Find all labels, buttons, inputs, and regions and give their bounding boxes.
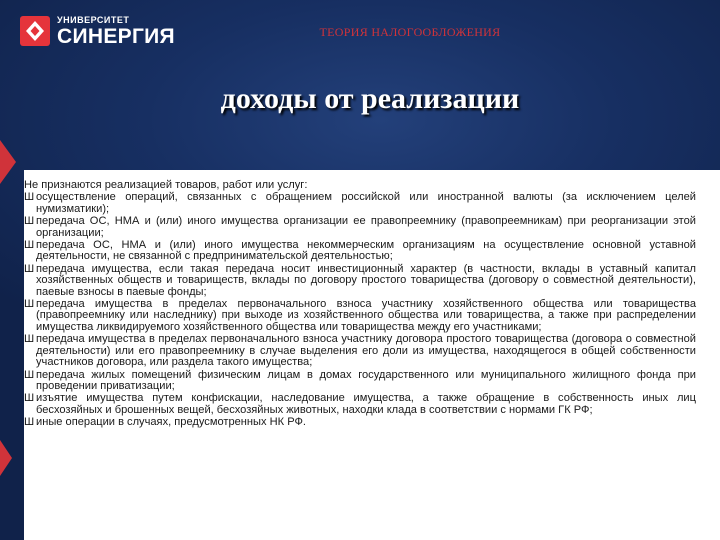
bullet-glyph: Ш <box>24 368 35 381</box>
list-item <box>24 192 696 215</box>
intro-text: Не признаются реализацией товаров, работ или услуг: <box>24 179 308 191</box>
list-item <box>24 370 696 393</box>
list-item-text: осуществление операций, связанных с обращением российской или иностранной валюты (за исключением целей нумизматики); <box>36 191 696 215</box>
red-chevron-decoration-icon <box>0 140 24 500</box>
list-item-text: изъятие имущества путем конфискации, наследование имущества, а также обращение в собственность иных лиц бесхозяйных и брошенных вещей, бесхозяйных животных, находки клада в соответствии с нормами ГК РФ; <box>36 392 696 416</box>
exclusion-list <box>24 192 696 428</box>
logo-line-1: УНИВЕРСИТЕТ <box>57 14 130 25</box>
bullet-glyph: Ш <box>24 333 35 346</box>
list-item-text: передача жилых помещений физическим лицам в домах государственного или муниципального жилищного фонда при проведении приватизации; <box>36 368 696 392</box>
bullet-glyph: Ш <box>24 262 35 275</box>
list-item <box>24 240 696 263</box>
list-item <box>24 216 696 239</box>
content-panel <box>24 170 720 540</box>
logo-line-2: СИНЕРГИЯ <box>57 24 175 48</box>
bullet-glyph: Ш <box>24 191 35 204</box>
bullet-glyph: Ш <box>24 416 35 429</box>
bullet-glyph: Ш <box>24 392 35 405</box>
university-logo <box>20 14 175 48</box>
list-item-text: передача ОС, НМА и (или) иного имущества организации ее правопреемнику (правопреемникам) при реорганизации этой организации; <box>36 215 696 239</box>
list-item <box>24 264 696 298</box>
bullet-glyph: Ш <box>24 239 35 252</box>
text-block <box>24 180 696 430</box>
list-item <box>24 299 696 333</box>
slide-title: доходы от реализации <box>220 82 520 115</box>
bullet-glyph: Ш <box>24 215 35 228</box>
list-item-text: передача имущества в пределах первоначального взноса участнику хозяйственного общества или товарищества (правопреемнику или наследнику) при выходе из хозяйственного общества или товарищества, а также при распределении имущества ликвидируемого хозяйственного общества или товарищества между его участниками; <box>36 298 696 333</box>
synergy-logo-icon <box>20 16 50 46</box>
list-item-text: иные операции в случаях, предусмотренных НК РФ. <box>36 416 306 429</box>
list-item <box>24 417 696 428</box>
list-item-text: передача ОС, НМА и (или) иного имущества некоммерческим организациям на осуществление основной уставной деятельности, не связанной с предпринимательской деятельностью; <box>36 239 696 263</box>
course-caption: ТЕОРИЯ НАЛОГООБЛОЖЕНИЯ <box>319 25 501 39</box>
bullet-glyph: Ш <box>24 298 35 311</box>
list-item-text: передача имущества, если такая передача носит инвестиционный характер (в частности, вклады в уставный капитал хозяйственных обществ и товариществ, вклады по договору простого товарищества (договору о совместной деятельности), паевые взносы в паевые фонды; <box>36 262 696 298</box>
list-item-text: передача имущества в пределах первоначального взноса участнику договора простого товарищества (договора о совместной деятельности) или его правопреемнику в случае выделения его доли из имущества, находящегося в общей собственности участников договора, или раздела такого имущества; <box>36 333 696 369</box>
list-item <box>24 393 696 416</box>
list-item <box>24 334 696 368</box>
